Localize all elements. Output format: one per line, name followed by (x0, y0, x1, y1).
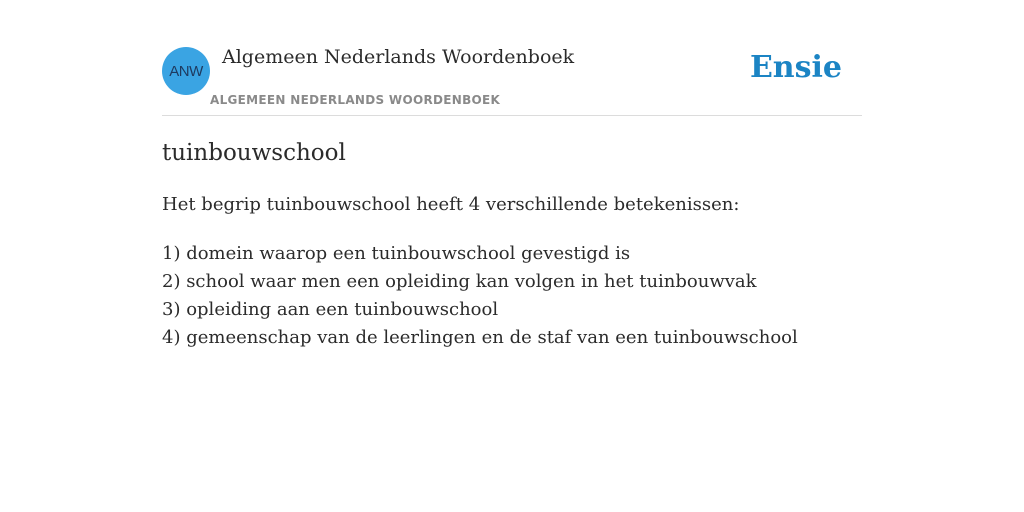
page-container (162, 0, 862, 348)
meanings-list (162, 240, 798, 352)
site-title[interactable]: Algemeen Nederlands Woordenboek (222, 46, 575, 68)
site-header (162, 0, 862, 116)
site-subtitle: ALGEMEEN NEDERLANDS WOORDENBOEK (210, 93, 501, 107)
ensie-brand-link[interactable]: Ensie (749, 50, 842, 85)
meaning-item: 3) opleiding aan een tuinbouwschool (162, 299, 499, 320)
anw-logo[interactable]: ANW (162, 47, 210, 95)
meaning-item: 4) gemeenschap van de leerlingen en de staf van een tuinbouwschool (162, 327, 798, 348)
entry-term: tuinbouwschool (162, 140, 346, 166)
entry-intro: Het begrip tuinbouwschool heeft 4 verschillende betekenissen: (162, 194, 740, 215)
meaning-item: 1) domein waarop een tuinbouwschool gevestigd is (162, 243, 631, 264)
meaning-item: 2) school waar men een opleiding kan volgen in het tuinbouwvak (162, 271, 757, 292)
